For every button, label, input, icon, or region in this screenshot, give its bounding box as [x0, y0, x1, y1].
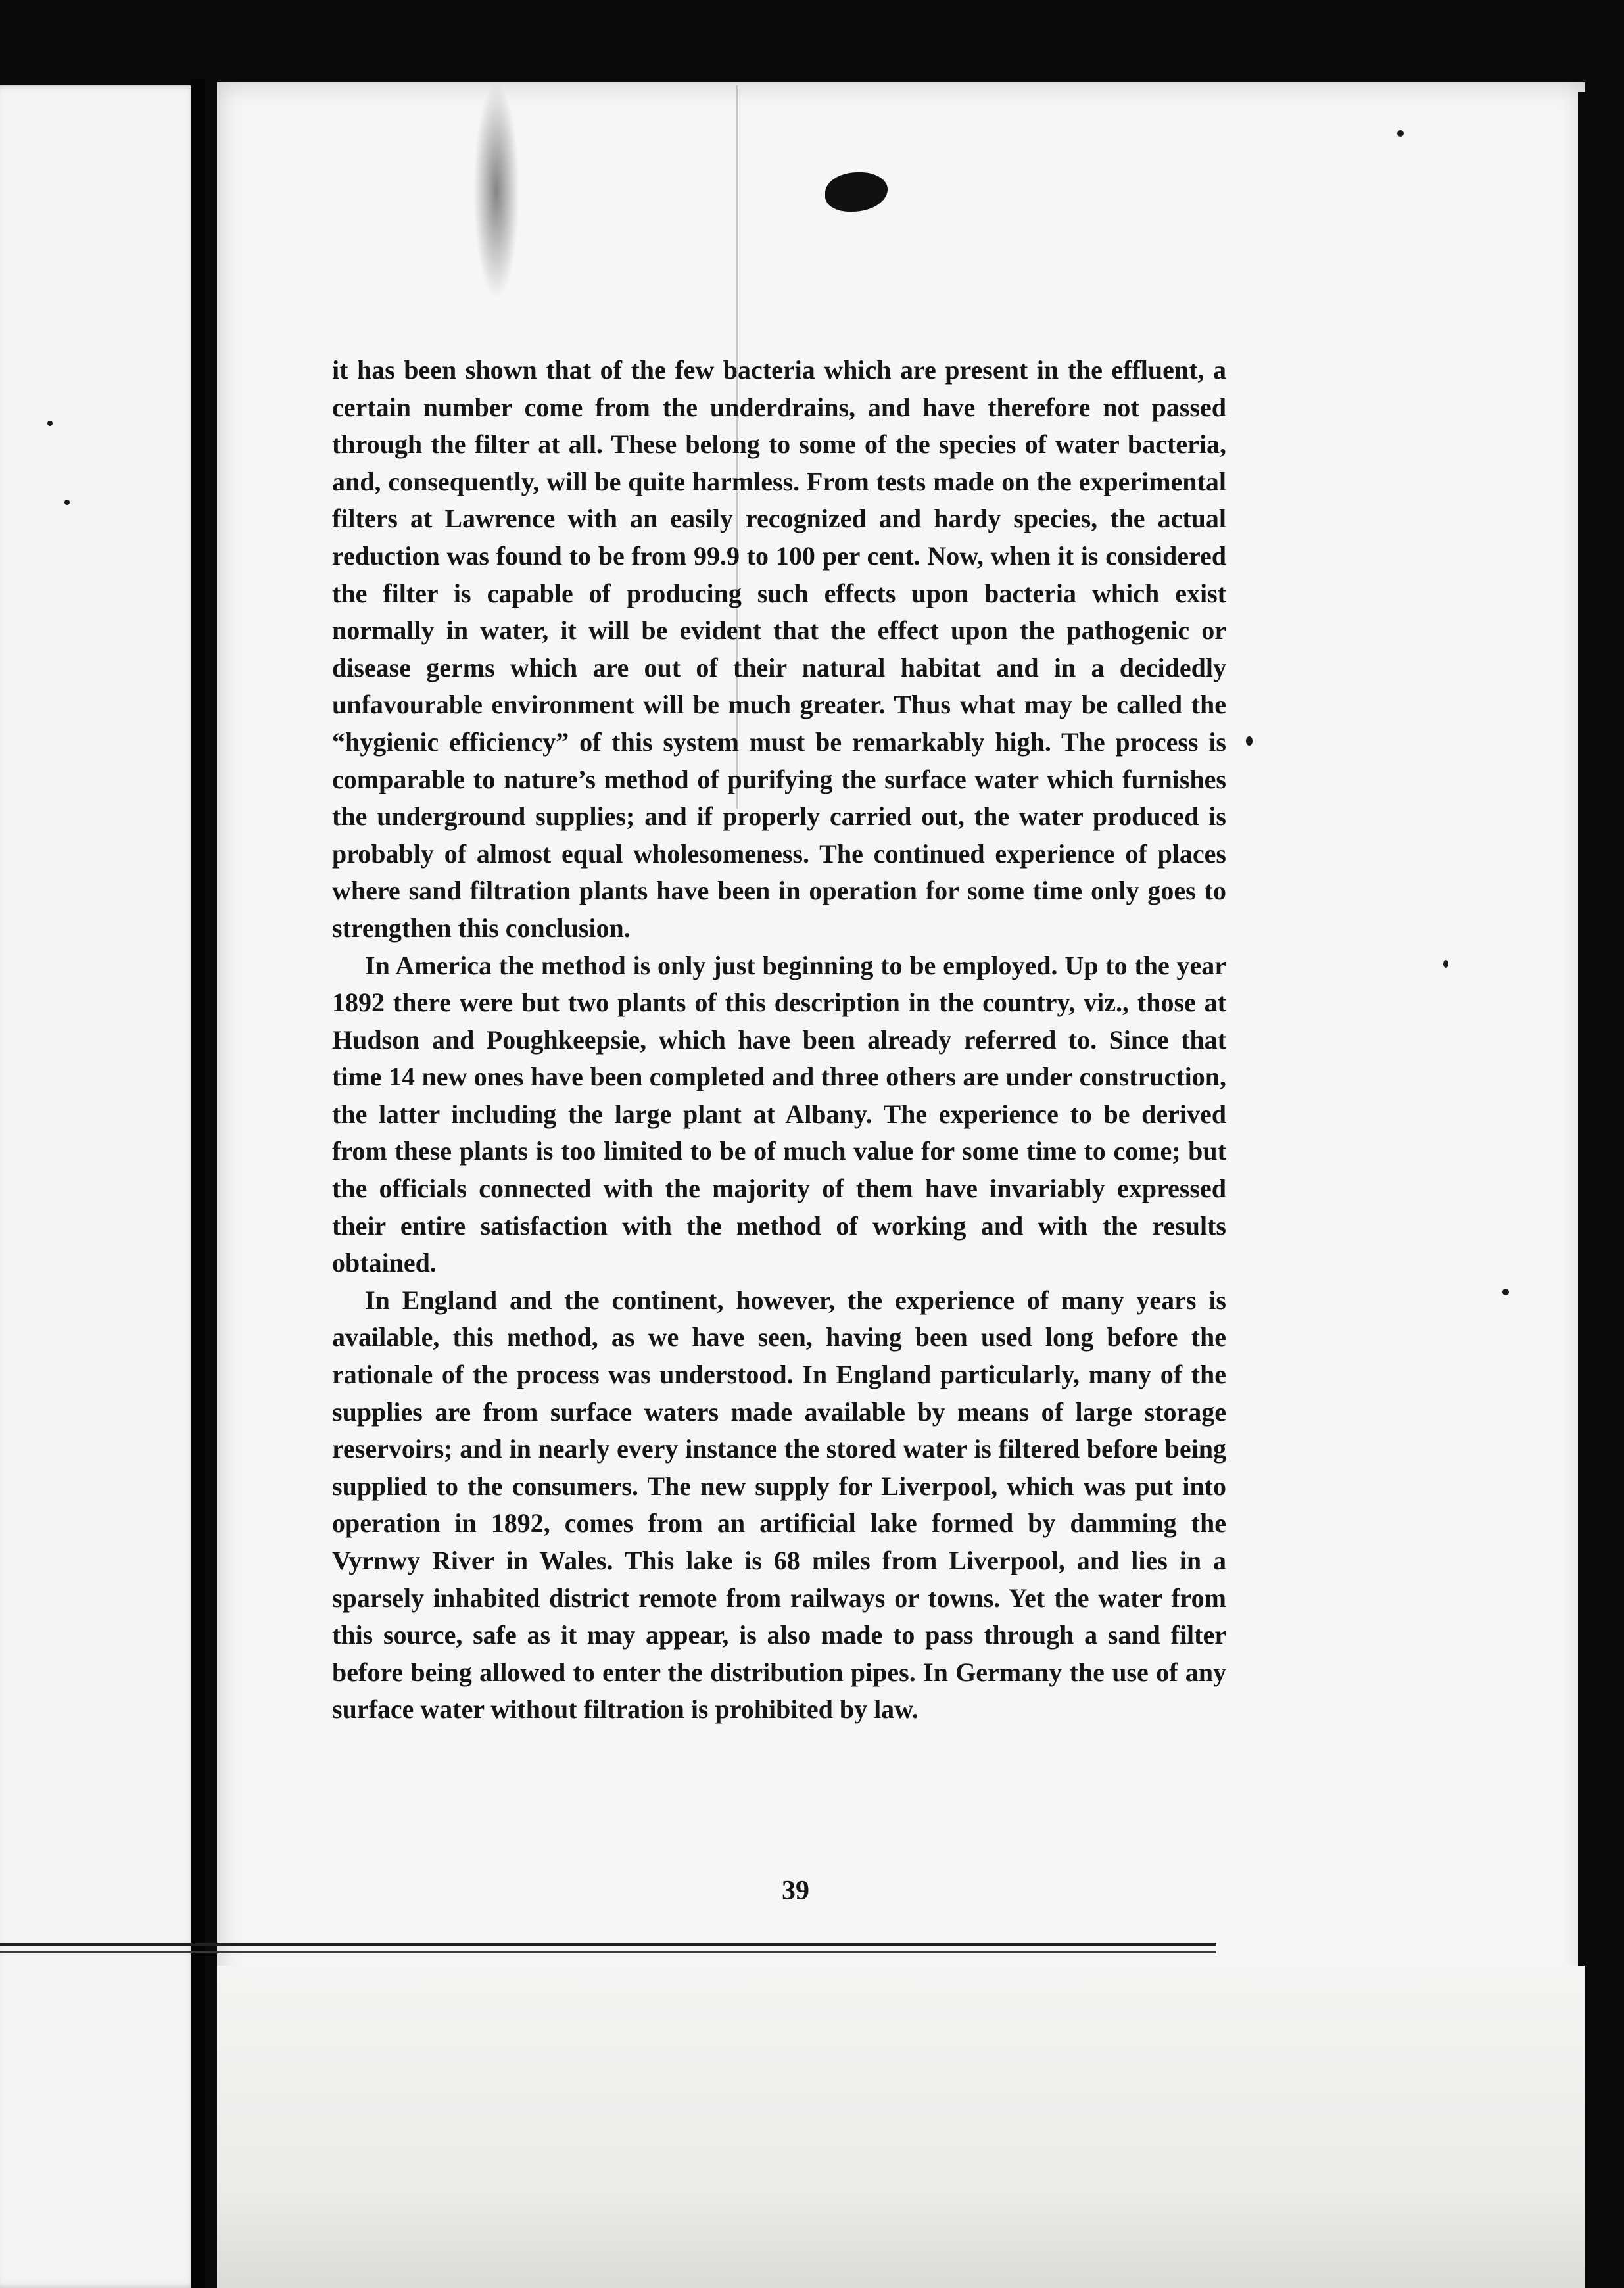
ink-speck [1502, 1289, 1509, 1295]
ink-speck [1443, 960, 1448, 968]
adjacent-page-edge [0, 85, 197, 2288]
paragraph: In America the method is only just beginning to be employed. Up to the year 1892 there were but two plants of this description in the country, viz., those at Hudson and Poughkeepsie, which have been already referred to. Since that time 14 new ones have been completed and three others are under construction, the latter including the large plant at Albany. The experience to be derived from these plants is too limited to be of much value for some time to come; but the officials connected with the majority of them have invariably expressed their entire satisfaction with the method of working and with the results obtained. [332, 950, 1226, 1278]
ink-speck [47, 421, 53, 426]
bottom-margin [217, 1966, 1585, 2288]
page-number: 39 [782, 1876, 809, 1906]
paragraph: In England and the continent, however, the experience of many years is available, this method, as we have seen, having been used long before the rationale of the process was understood. In England particularly, many of the supplies are from surface waters made available by means of large storage reservoirs; and in nearly every instance the stored water is filtered before being supplied to the consumers. The new supply for Liverpool, which was put into operation in 1892, comes from an artificial lake formed by damming the Vyrnwy River in Wales. This lake is 68 miles from Liverpool, and lies in a sparsely inhabited district remote from railways or towns. Yet the water from this source, safe as it may appear, is also made to pass through a sand filter before being allowed to enter the distribution pipes. In Germany the use of any surface water without filtration is prohibited by law. [332, 1285, 1226, 1725]
fold-rule [0, 1943, 1216, 1946]
body-text [332, 352, 1226, 1728]
ink-speck [1246, 736, 1253, 746]
ink-speck [1397, 130, 1404, 137]
fold-rule-secondary [0, 1951, 1216, 1953]
ink-smudge [473, 82, 519, 299]
ink-speck [64, 500, 70, 505]
right-margin-shadow [1578, 92, 1624, 2288]
binding-gutter [191, 79, 205, 2288]
paragraph: it has been shown that of the few bacteria which are present in the effluent, a certain number come from the underdrains, and have therefore not passed through the filter at all. These belong to some of the species of water bacteria, and, consequently, will be quite harmless. From tests made on the experimental filters at Lawrence with an easily recognized and hardy species, the actual reduction was found to be from 99.9 to 100 per cent. Now, when it is considered the filter is capable of producing such effects upon bacteria which exist normally in water, it will be evident that the effect upon the pathogenic or disease germs which are out of their natural habitat and in a decidedly unfavourable environment will be much greater. Thus what may be called the “hygienic efficiency” of this system must be remarkably high. The process is comparable to nature’s method of purifying the surface water which furnishes the underground supplies; and if properly carried out, the water produced is probably of almost equal wholesomeness. The continued experience of places where sand filtration plants have been in operation for some time only goes to strengthen this conclusion. [332, 355, 1226, 943]
